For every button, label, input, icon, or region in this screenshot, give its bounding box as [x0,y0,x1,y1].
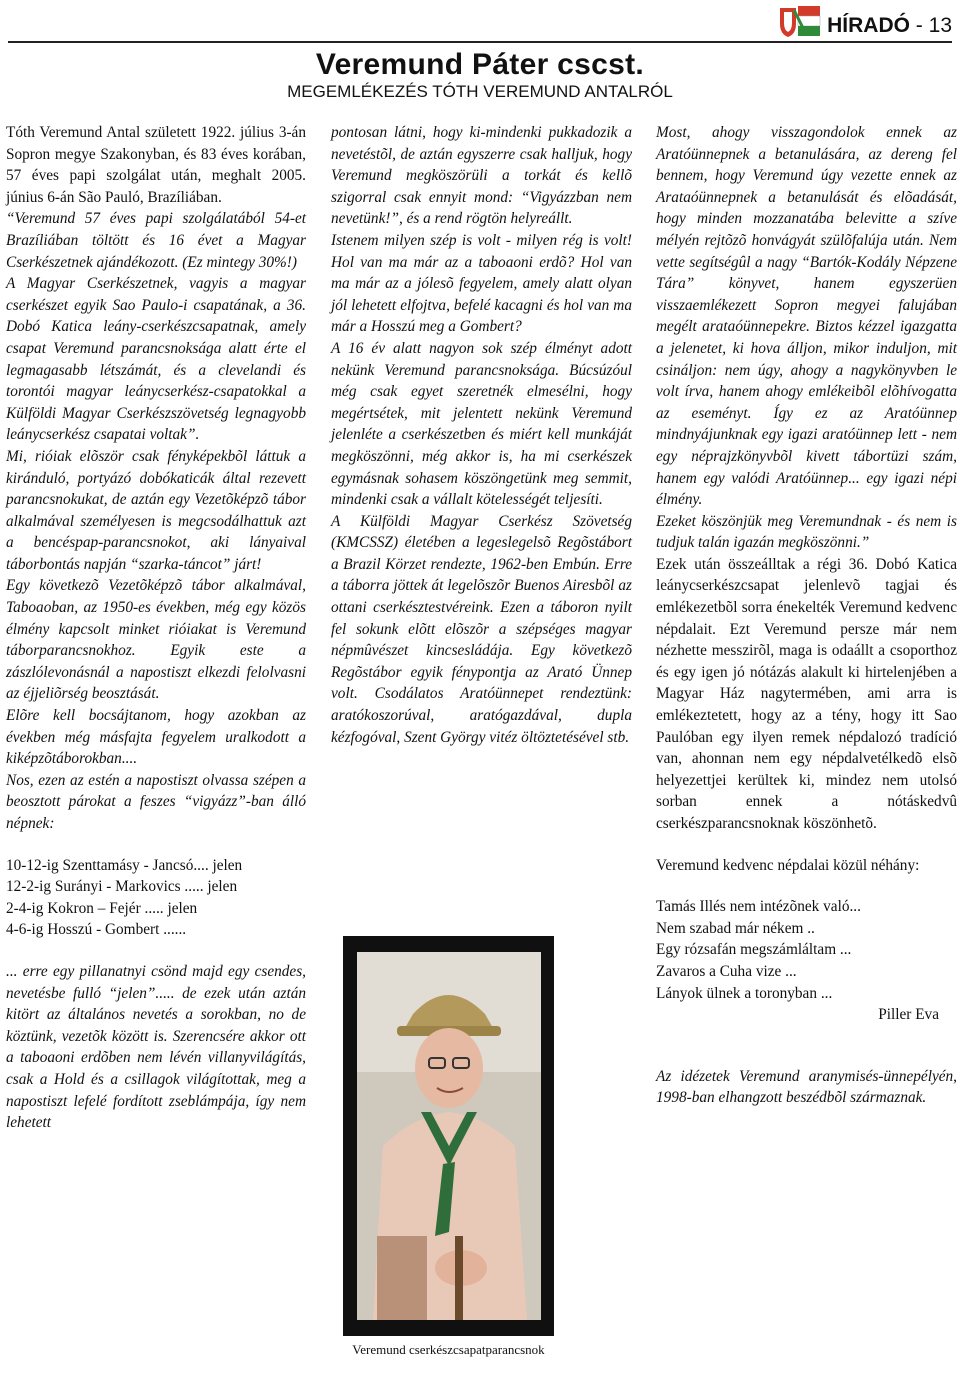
quote-paragraph: Egy következõ Vezetõképzõ tábor alkalmával, Taboaoban, az 1950-es években, még egy közös élmény kapcsolt minket rióiakat is Veremund táborparancsnokhoz. Egyik este a zászlólevonásnál a napostiszt elkezdi felolvasni az éjjeliõrség beosztását. [6,577,306,703]
quote-paragraph: A Külföldi Magyar Cserkész Szövetség (KMCSSZ) életében a legeslegelsõ Regõstábort a Brazil Körzet rendezte, 1962-ben Embún. Erre a táborra jöttek át legelõszõr Buenos Airesbõl az ottani cserkésztestvéreink. Ezen a táboron nyilt fel sokunk elõtt elõszõr a szépséges magyar népmûvészet kincsesládája. Egy következõ Regõstábor egyik fénypontja az Arató Ünnep volt. Csodálatos Aratóünnepet rendeztünk: aratókoszorúval, aratógazdával, dupla kézfogóval, Szent György vitéz öltöztetésével stb. [331,512,632,746]
spacer [656,1026,957,1046]
paragraph: Ezek után összeálltak a régi 36. Dobó Katica leánycserkészcsapat jelenlevõ tagjai és emlékezetbõl sorra énekelték Veremund kedvenc népdalait. Ezt Veremund persze már nem nézhette messzirõl, maga is odaállt a csoporthoz és egy igen jó nótázás alakult ki hirtelenjében a Magyar Ház nagytermében, ami arra is emlékeztetett, hogy az a tény, hogy itt Sao Paulóban egy ilyen remek népdalozó tradíció van, ahonnan nem egy népdalvetélkedõ elsõ helyezettjei kerültek ki, mindez nem utolsó sorban ennek a nótáskedvû cserkészparancsnoknak köszönhetõ. [656,555,957,832]
spacer [656,876,957,896]
page-separator: - [909,14,929,37]
guard-roster [6,855,306,941]
spacer [656,1046,957,1066]
page-number: 13 [928,14,952,37]
column-3 [656,122,957,1109]
list-item: Nem szabad már nékem .. [656,919,815,937]
publication-name: HÍRADÓ [827,14,910,37]
list-item: Tamás Illés nem intézõnek való... [656,898,861,916]
column-1 [6,122,306,1134]
list-item: Lányok ülnek a toronyban ... [656,984,833,1002]
spacer [656,835,957,855]
list-item: Egy rózsafán megszámláltam ... [656,941,852,959]
author-signature: Piller Eva [878,1006,939,1024]
header-rule [8,41,952,43]
header-publication [827,14,952,38]
quote-paragraph: Ezeket köszönjük meg Veremundnak - és nem is tudjuk talán igazán megköszönni.” [656,512,957,552]
quote-paragraph: A 16 év alatt nagyon sok szép élményt adott nekünk Veremund parancsnoksága. Búcsúzóul még csak egyet szeretnék elmesélni, hogy megértsétek, mit jelentett nekünk Veremund jelenléte a cserkészetben és miért kell munkáját megköszönni, még akkor is, ha mi cserkészek egymásnak sohasem köszöngetünk meg semmit, mindenki csak a vállalt kötelességét teljesíti. [331,339,632,509]
song-list [656,896,957,1004]
list-item: 10-12-ig Szenttamásy - Jancsó.... jelen [6,856,243,874]
paragraph: Tóth Veremund Antal született 1922. július 3-án Sopron megye Szakonyban, és 83 éves korában, 57 éves papi szolgálat után, meghalt 2005. június 6-án São Pauló, Brazíliában. [6,124,306,206]
article-title: Veremund Páter cscst. [315,48,645,81]
photo-caption: Veremund cserkészcsapatparancsnok [352,1342,545,1357]
quote-paragraph: Most, ahogy visszagondolok ennek az Aratóünnepnek a betanulására, az dereng fel bennem, hogy Veremund úgy vezette ennek az Arataóünnepnek a betanulását és elõadását, hogy minden mozzanatába belevitte a szíve mélyén rejtõzõ honvágyát szülõfalúja után. Nem vette segítségûl a nagy “Bartók-Kodály Népzene Tára” könyvet, hanem egyszerüen visszaemlékezett Sopron megyei falujában megélt arataóünnepekre. Biztos kézzel igazgatta a jelenetet, ki hova álljon, mikor induljon, mit csináljon: nem úgy, ahogy a nagykönyvben le volt írva, hanem ahogy emlékeibõl elõhívogatta az eseményt. Így ez az Aratóünnep mindnyájunknak egy igazi aratóünnep lett - nem egy néprajzkönyvbõl kivett tábortüzi szám, hanem egy valódi Aratóünnep... egy igazi népi élmény. [656,124,957,509]
portrait-photo [343,936,554,1336]
quote-paragraph: “Veremund 57 éves papi szolgálatából 54-et Brazíliában töltött és 16 évet a Magyar Cserkészetnek ajándékozott. (Ez mintegy 30%!) [6,210,306,271]
list-item: 2-4-ig Kokron – Fejér ..... jelen [6,899,198,917]
flag-shield-logo [776,4,822,40]
footnote: Az idézetek Veremund aranymisés-ünnepélyén, 1998-ban elhangzott beszédbõl származnak. [656,1067,957,1107]
spacer [6,941,306,961]
quote-paragraph: ... erre egy pillanatnyi csönd majd egy csendes, nevetésbe fulló “jelen”..... de ezek után aztán kitört az általános nevetés a sorokban, no de köztünk, vezetõk között is. Szerencsére akkor ott a taboaoni erdõben nem lévén villanyvilágítás, csak a Hold és a csillagok világítottak, meg a napostiszt lefelé fordított zseblámpája, így nem lehetett [6,962,306,1132]
list-item: Zavaros a Cuha vize ... [656,962,797,980]
quote-paragraph: Nos, ezen az estén a napostiszt olvassa szépen a beosztott párokat a feszes “vigyázz”-ban álló népnek: [6,771,306,832]
quote-paragraph: Istenem milyen szép is volt - milyen rég is volt! Hol van ma már az a taboaoni erdõ? Hol van ma már az a jólesõ fegyelem, amely alatt olyan jól lehetett elfojtva, befelé kacagni és hol van ma már a Hosszú meg a Gombert? [331,231,632,336]
paragraph: Veremund kedvenc népdalai közül néhány: [656,856,920,874]
quote-paragraph: pontosan látni, hogy ki-mindenki pukkadozik a nevetéstõl, de aztán egyszerre csak halljuk, hogy Veremund megköszörüli a torkát és kellõ szigorral csak ennyit mond: “Vigyázzban nem nevetünk!”, és a rend rögtön helyreállt. [331,124,632,228]
list-item: 12-2-ig Surányi - Markovics ..... jelen [6,878,238,896]
quote-paragraph: Elõre kell bocsájtanom, hogy azokban az években még másfajta fegyelem uralkodott a kiképzõtáborokban.... [6,707,306,768]
article-subtitle: MEGEMLÉKEZÉS TÓTH VEREMUND ANTALRÓL [287,82,673,101]
quote-paragraph: Mi, rióiak elõször csak fényképekbõl láttuk a kiránduló, portyázó dobókaticák által rezevett parancsnokukat, de aztán egy Vezetõképzõ tábor alkalmával személyesen is megcsodálhattuk azt a bencéspap-parancsnokot, aki lányaival táborbontás napján “szarka-táncot” járt! [6,447,306,573]
quote-paragraph: A Magyar Cserkészetnek, vagyis a magyar cserkészet egyik Sao Paulo-i csapatának, a 36. Dobó Katica leány-cserkészcsapatnak, amely csapat Veremund parancsnoksága alatt érte el legmagasabb létszámát, és a clevelandi és torontói magyar leánycserkész-csapatokkal a Külföldi Magyar Cserkészszövetség legnagyobb leánycserkész csapatai voltak”. [6,275,306,444]
portrait-illustration [343,936,554,1336]
list-item: 4-6-ig Hosszú - Gombert ...... [6,921,187,939]
column-2 [331,122,632,748]
spacer [6,835,306,855]
